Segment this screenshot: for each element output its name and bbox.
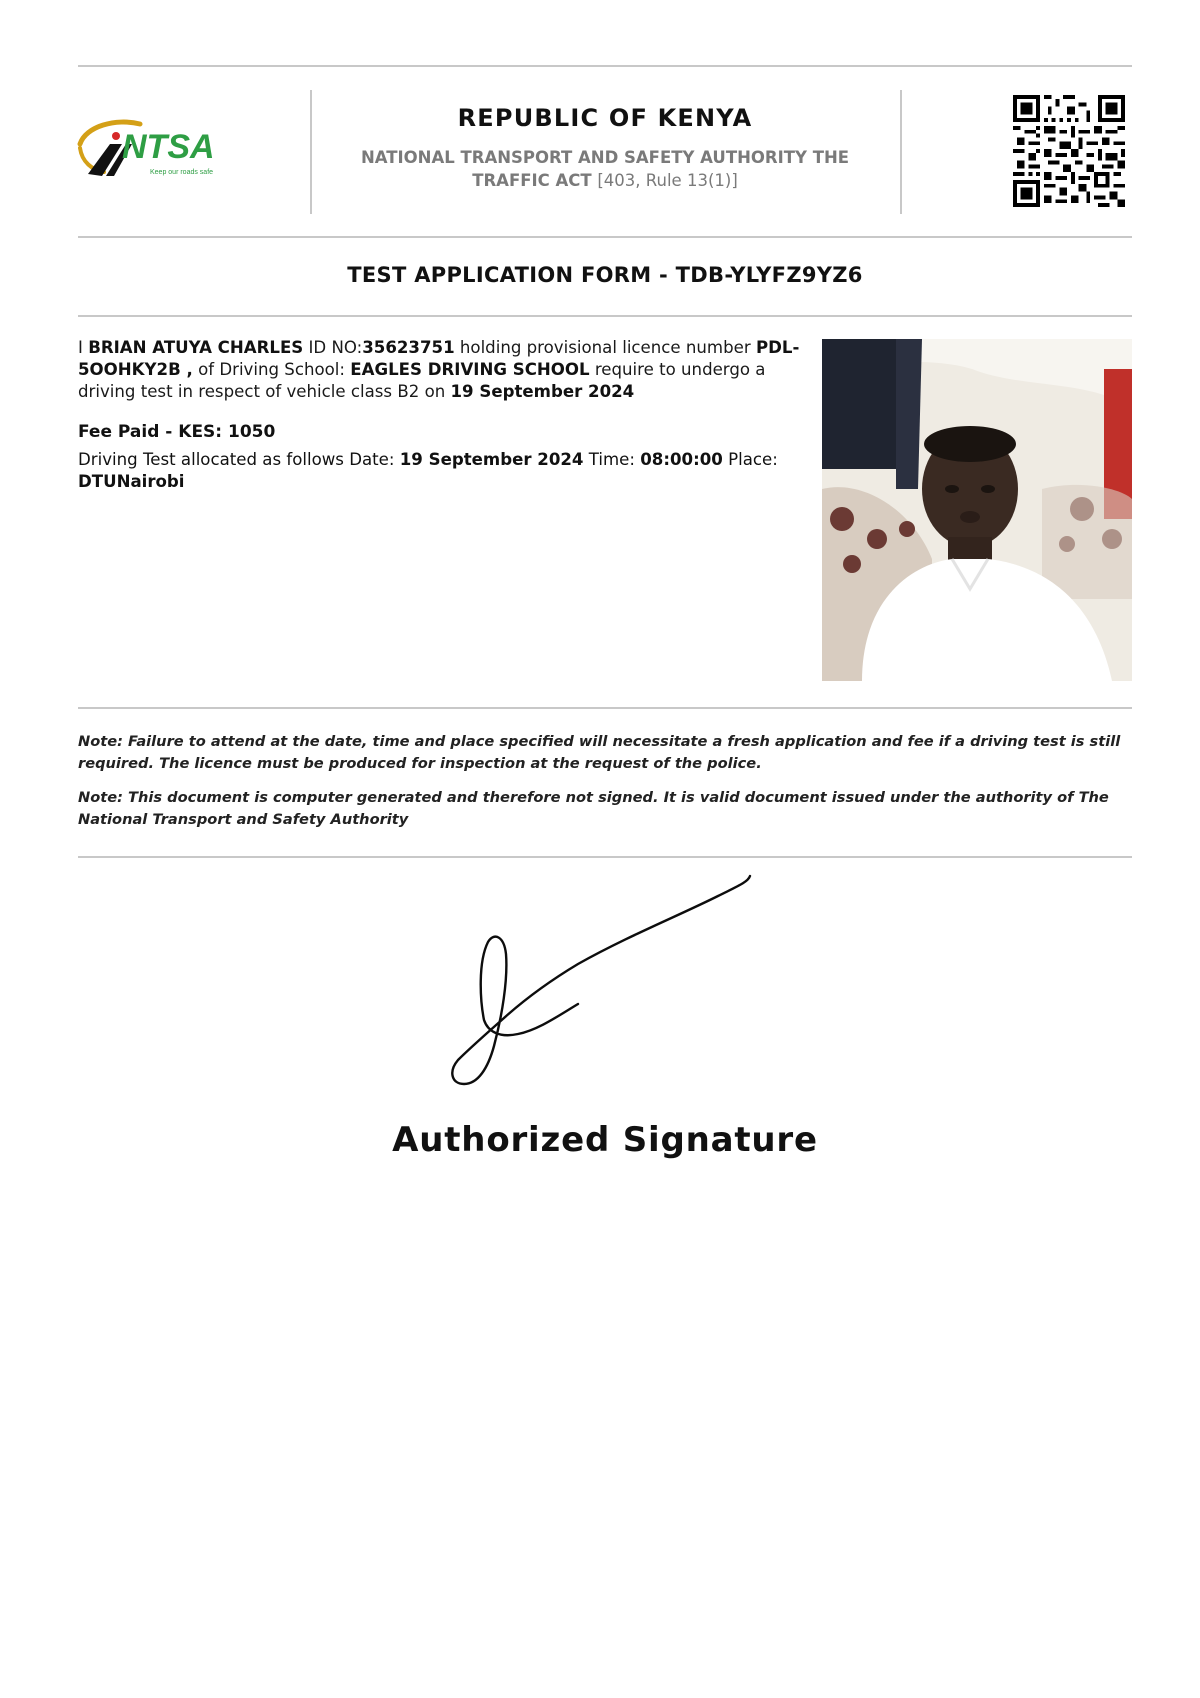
applicant-name: BRIAN ATUYA CHARLES — [88, 338, 304, 357]
notes-section — [78, 731, 1138, 843]
applicant-photo — [822, 339, 1132, 681]
driving-school-name: EAGLES DRIVING SCHOOL — [350, 360, 590, 379]
body-bottom-rule — [78, 707, 1132, 709]
text-place: Place: — [728, 450, 778, 469]
header-center — [320, 104, 890, 192]
text-allocated-date: Driving Test allocated as follows Date: — [78, 450, 395, 469]
text-id-no: ID NO: — [308, 338, 363, 357]
header-subtitle-act: NATIONAL TRANSPORT AND SAFETY AUTHORITY THE TRAFFIC ACT — [360, 148, 850, 190]
allocated-date: 19 September 2024 — [399, 450, 584, 469]
note-failure-to-attend: Note: Failure to attend at the date, time and place specified will necessitate a fresh application and fee if a driving test is still required. The licence must be produced for inspection at the request of the police. — [78, 733, 1121, 772]
text-driving-school: of Driving School: — [198, 360, 345, 379]
top-rule — [78, 65, 1132, 67]
header-subtitle — [320, 146, 890, 192]
header-subtitle-rule: [403, Rule 13(1)] — [597, 171, 738, 190]
text-i: I — [78, 338, 83, 357]
allocated-time: 08:00:00 — [640, 450, 723, 469]
form-title: TEST APPLICATION FORM - TDB-YLYFZ9YZ6 — [347, 263, 863, 287]
svg-text:Keep our roads safe: Keep our roads safe — [150, 169, 214, 176]
text-on: on — [424, 382, 446, 401]
header-separator-right — [900, 90, 902, 214]
handwritten-signature — [448, 870, 758, 1090]
ntsa-logo — [76, 114, 228, 182]
text-time: Time: — [588, 450, 635, 469]
text-holding: holding provisional licence number — [459, 338, 751, 357]
page-title: REPUBLIC OF KENYA — [457, 104, 753, 132]
qr-code-icon — [1013, 95, 1125, 207]
notes-bottom-rule — [78, 856, 1132, 858]
text-require: require to undergo a driving test in respect of vehicle class B2 — [78, 360, 766, 401]
licence-number: PDL-5OOHKY2B , — [78, 338, 800, 379]
test-date: 19 September 2024 — [450, 382, 635, 401]
test-allocation — [78, 449, 818, 493]
allocated-place: DTUNairobi — [78, 472, 185, 491]
application-statement — [78, 337, 818, 403]
title-bottom-rule — [78, 315, 1132, 317]
header-separator-left — [310, 90, 312, 214]
header-bottom-rule — [78, 236, 1132, 238]
signature-label: Authorized Signature — [392, 1120, 818, 1160]
id-number: 35623751 — [362, 338, 455, 357]
svg-text:NTSA: NTSA — [122, 128, 215, 166]
fee-paid: Fee Paid - KES: 1050 — [78, 422, 276, 442]
note-computer-generated: Note: This document is computer generated and therefore not signed. It is valid document issued under the authority of The National Transport and Safety Authority — [78, 789, 1109, 828]
